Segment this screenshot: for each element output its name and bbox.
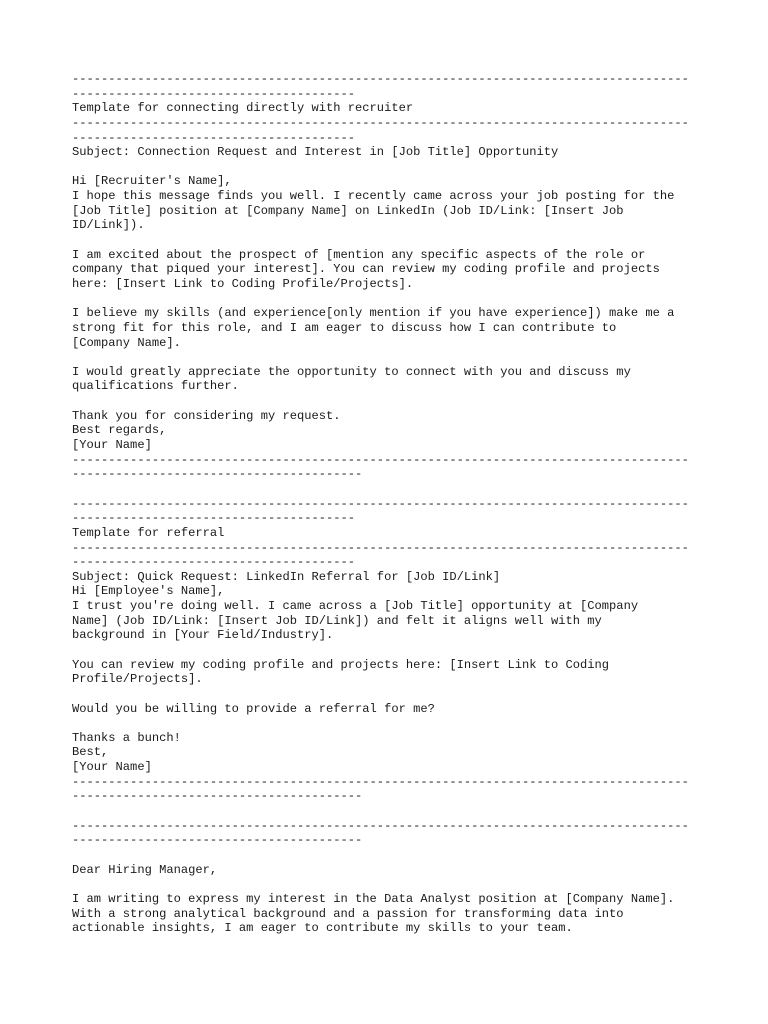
recruiter-signature: [Your Name]: [72, 438, 152, 453]
referral-paragraph-2-line: You can review my coding profile and projects here: [Insert Link to Coding: [72, 657, 610, 672]
divider: ---------------------------------------: [72, 511, 356, 526]
recruiter-paragraph-4-line: qualifications further.: [72, 379, 239, 394]
divider: ----------------------------------------: [72, 467, 363, 482]
divider: -------------------------------------------------------------------------------------: [72, 72, 689, 86]
divider: -------------------------------------------------------------------------------------: [72, 115, 689, 130]
recruiter-paragraph-3-line: strong fit for this role, and I am eager to discuss how I can contribute to: [72, 320, 617, 335]
recruiter-closing: Best regards,: [72, 423, 167, 438]
cover-greeting: Dear Hiring Manager,: [72, 862, 218, 877]
recruiter-thanks: Thank you for considering my request.: [72, 408, 341, 423]
document-page: [72, 72, 712, 936]
divider: -------------------------------------------------------------------------------------: [72, 774, 689, 789]
divider: -------------------------------------------------------------------------------------: [72, 452, 689, 467]
recruiter-paragraph-4-line: I would greatly appreciate the opportunity to connect with you and discuss my: [72, 364, 631, 379]
recruiter-paragraph-2-line: I am excited about the prospect of [mention any specific aspects of the role or: [72, 247, 646, 262]
referral-paragraph-3: Would you be willing to provide a referral for me?: [72, 701, 435, 716]
referral-thanks: Thanks a bunch!: [72, 730, 181, 745]
recruiter-paragraph-1-line: I hope this message finds you well. I recently came across your job posting for the: [72, 189, 675, 204]
divider: ---------------------------------------: [72, 86, 356, 101]
recruiter-subject: Subject: Connection Request and Interest in [Job Title] Opportunity: [72, 145, 559, 160]
referral-paragraph-1-line: background in [Your Field/Industry].: [72, 628, 334, 643]
divider: -------------------------------------------------------------------------------------: [72, 496, 689, 511]
divider: ---------------------------------------: [72, 130, 356, 145]
recruiter-template-heading: Template for connecting directly with recruiter: [72, 101, 414, 116]
referral-closing: Best,: [72, 745, 109, 760]
referral-paragraph-2-line: Profile/Projects].: [72, 672, 203, 687]
recruiter-paragraph-3-line: [Company Name].: [72, 335, 181, 350]
recruiter-paragraph-2-line: company that piqued your interest]. You can review my coding profile and projects: [72, 262, 660, 277]
cover-paragraph-1-line: With a strong analytical background and a passion for transforming data into: [72, 906, 624, 921]
cover-paragraph-1-line: actionable insights, I am eager to contribute my skills to your team.: [72, 921, 573, 936]
referral-subject: Subject: Quick Request: LinkedIn Referral for [Job ID/Link]: [72, 569, 501, 584]
divider: ---------------------------------------: [72, 555, 356, 570]
divider: ----------------------------------------: [72, 833, 363, 848]
recruiter-paragraph-3-line: I believe my skills (and experience[only mention if you have experience]) make me a: [72, 306, 675, 321]
recruiter-greeting: Hi [Recruiter's Name],: [72, 174, 232, 189]
recruiter-paragraph-1-line: [Job Title] position at [Company Name] on LinkedIn (Job ID/Link: [Insert Job: [72, 203, 624, 218]
referral-greeting: Hi [Employee's Name],: [72, 584, 225, 599]
divider: ----------------------------------------: [72, 789, 363, 804]
referral-paragraph-1-line: I trust you're doing well. I came across a [Job Title] opportunity at [Company: [72, 599, 639, 614]
divider: -------------------------------------------------------------------------------------: [72, 818, 689, 833]
referral-template-heading: Template for referral: [72, 525, 225, 540]
divider: -------------------------------------------------------------------------------------: [72, 540, 689, 555]
referral-paragraph-1-line: Name] (Job ID/Link: [Insert Job ID/Link]) and felt it aligns well with my: [72, 613, 602, 628]
cover-paragraph-1-line: I am writing to express my interest in the Data Analyst position at [Company Name].: [72, 891, 675, 906]
recruiter-paragraph-1-line: ID/Link]).: [72, 218, 145, 233]
recruiter-paragraph-2-line: here: [Insert Link to Coding Profile/Projects].: [72, 276, 414, 291]
referral-signature: [Your Name]: [72, 760, 152, 775]
